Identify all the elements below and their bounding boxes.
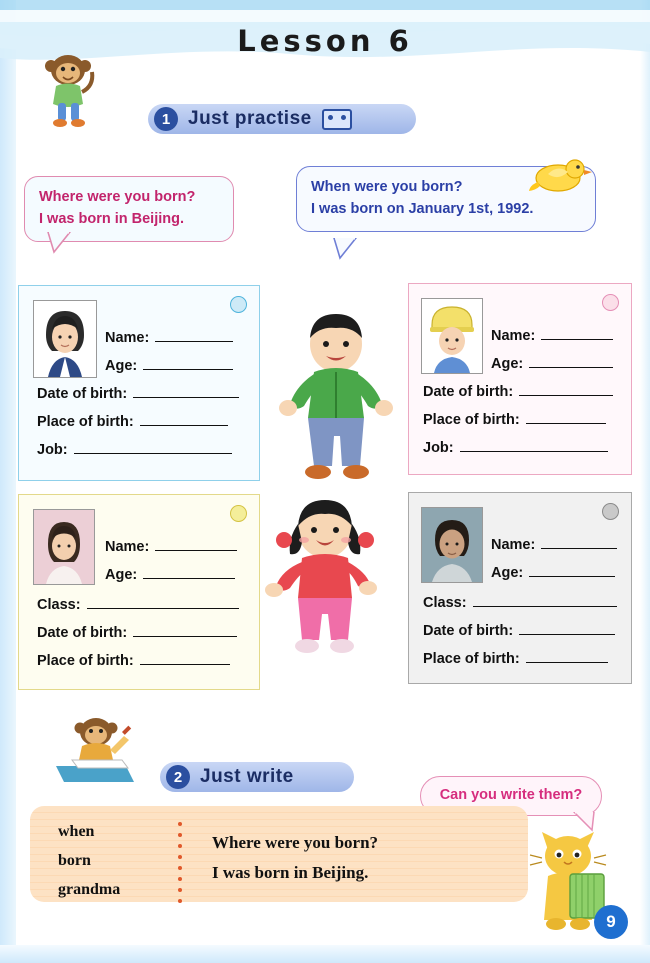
blank-line[interactable]: [529, 354, 613, 368]
card-2-field-dob: Date of birth:: [423, 382, 613, 400]
page-number-badge: 9: [594, 905, 628, 939]
blank-line[interactable]: [529, 563, 615, 577]
blank-line[interactable]: [519, 621, 615, 635]
monkey-walking-illustration: [34, 48, 104, 128]
section-1-label: Just practise: [188, 108, 312, 129]
blank-line[interactable]: [143, 356, 233, 370]
blank-line[interactable]: [133, 623, 237, 637]
bubble-right-line-2: I was born on January 1st, 1992.: [311, 200, 534, 217]
card-1-field-name: Name:: [105, 328, 233, 346]
blank-line[interactable]: [526, 649, 608, 663]
card-1-field-dob: Date of birth:: [37, 384, 239, 402]
page-right-border: [640, 0, 650, 963]
blank-line[interactable]: [143, 565, 235, 579]
blank-line[interactable]: [140, 412, 228, 426]
blank-line[interactable]: [541, 535, 617, 549]
card-1-field-age: Age:: [105, 356, 233, 374]
word-item-2: born: [58, 851, 91, 869]
blank-line[interactable]: [460, 438, 608, 452]
just-write-exercise-box: [30, 806, 528, 902]
section-2-header: [160, 762, 354, 792]
card-3-field-name: Name:: [105, 537, 237, 555]
sentence-list: [212, 828, 378, 888]
card-3-field-pob: Place of birth:: [37, 651, 230, 669]
card-2-field-pob: Place of birth:: [423, 410, 606, 428]
card-3-field-age: Age:: [105, 565, 235, 583]
card-1-fields: [19, 286, 259, 480]
section-1-header: [148, 104, 416, 134]
word-item-3: grandma: [58, 880, 121, 898]
card-3-field-class: Class:: [37, 595, 239, 613]
blank-line[interactable]: [155, 328, 233, 342]
blank-line[interactable]: [133, 384, 239, 398]
boy-illustration: [272, 310, 400, 490]
card-2-field-job: Job:: [423, 438, 608, 456]
card-4-field-dob: Date of birth:: [423, 621, 615, 639]
blank-line[interactable]: [74, 440, 232, 454]
sentence-item-2: I was born in Beijing.: [212, 862, 369, 882]
blank-line[interactable]: [155, 537, 237, 551]
page-title: Lesson 6: [237, 24, 413, 58]
page-left-border: [0, 0, 16, 963]
card-2-field-name: Name:: [491, 326, 613, 344]
word-item-1: when: [58, 823, 95, 840]
card-4-field-class: Class:: [423, 593, 617, 611]
bubble-left-tail: [44, 232, 74, 254]
card-3-fields: [19, 495, 259, 689]
cassette-tape-icon: [322, 109, 352, 130]
bubble-right-line-1: When were you born?: [311, 179, 463, 195]
sentence-item-1: Where were you born?: [212, 833, 379, 852]
bubble-left-line-1: Where were you born?: [39, 189, 196, 205]
girl-illustration: [262, 496, 388, 662]
section-2-label: Just write: [200, 766, 294, 787]
page-bottom-border: [0, 945, 650, 963]
id-card-4: [408, 492, 632, 684]
card-1-field-pob: Place of birth:: [37, 412, 228, 430]
blank-line[interactable]: [87, 595, 239, 609]
card-4-fields: [409, 493, 631, 683]
card-1-field-job: Job:: [37, 440, 232, 458]
blank-line[interactable]: [519, 382, 613, 396]
card-2-field-age: Age:: [491, 354, 613, 372]
id-card-3: [18, 494, 260, 690]
dotted-divider: [178, 822, 182, 888]
card-4-field-name: Name:: [491, 535, 617, 553]
id-card-1: [18, 285, 260, 481]
card-3-field-dob: Date of birth:: [37, 623, 237, 641]
monkey-writing-illustration: [46, 710, 156, 792]
bubble-left-line-2: I was born in Beijing.: [39, 210, 185, 227]
blank-line[interactable]: [541, 326, 613, 340]
word-list: [58, 818, 120, 904]
id-card-2: [408, 283, 632, 475]
section-2-number: 2: [166, 765, 190, 789]
bubble-right-tail: [330, 238, 360, 260]
yellow-bird-illustration: [528, 152, 592, 198]
card-4-field-age: Age:: [491, 563, 615, 581]
blank-line[interactable]: [526, 410, 606, 424]
blank-line[interactable]: [473, 593, 617, 607]
card-2-fields: [409, 284, 631, 474]
section-1-number: 1: [154, 107, 178, 131]
speech-bubble-can-you-write-them: Can you write them?: [420, 776, 602, 816]
blank-line[interactable]: [140, 651, 230, 665]
card-4-field-pob: Place of birth:: [423, 649, 608, 667]
